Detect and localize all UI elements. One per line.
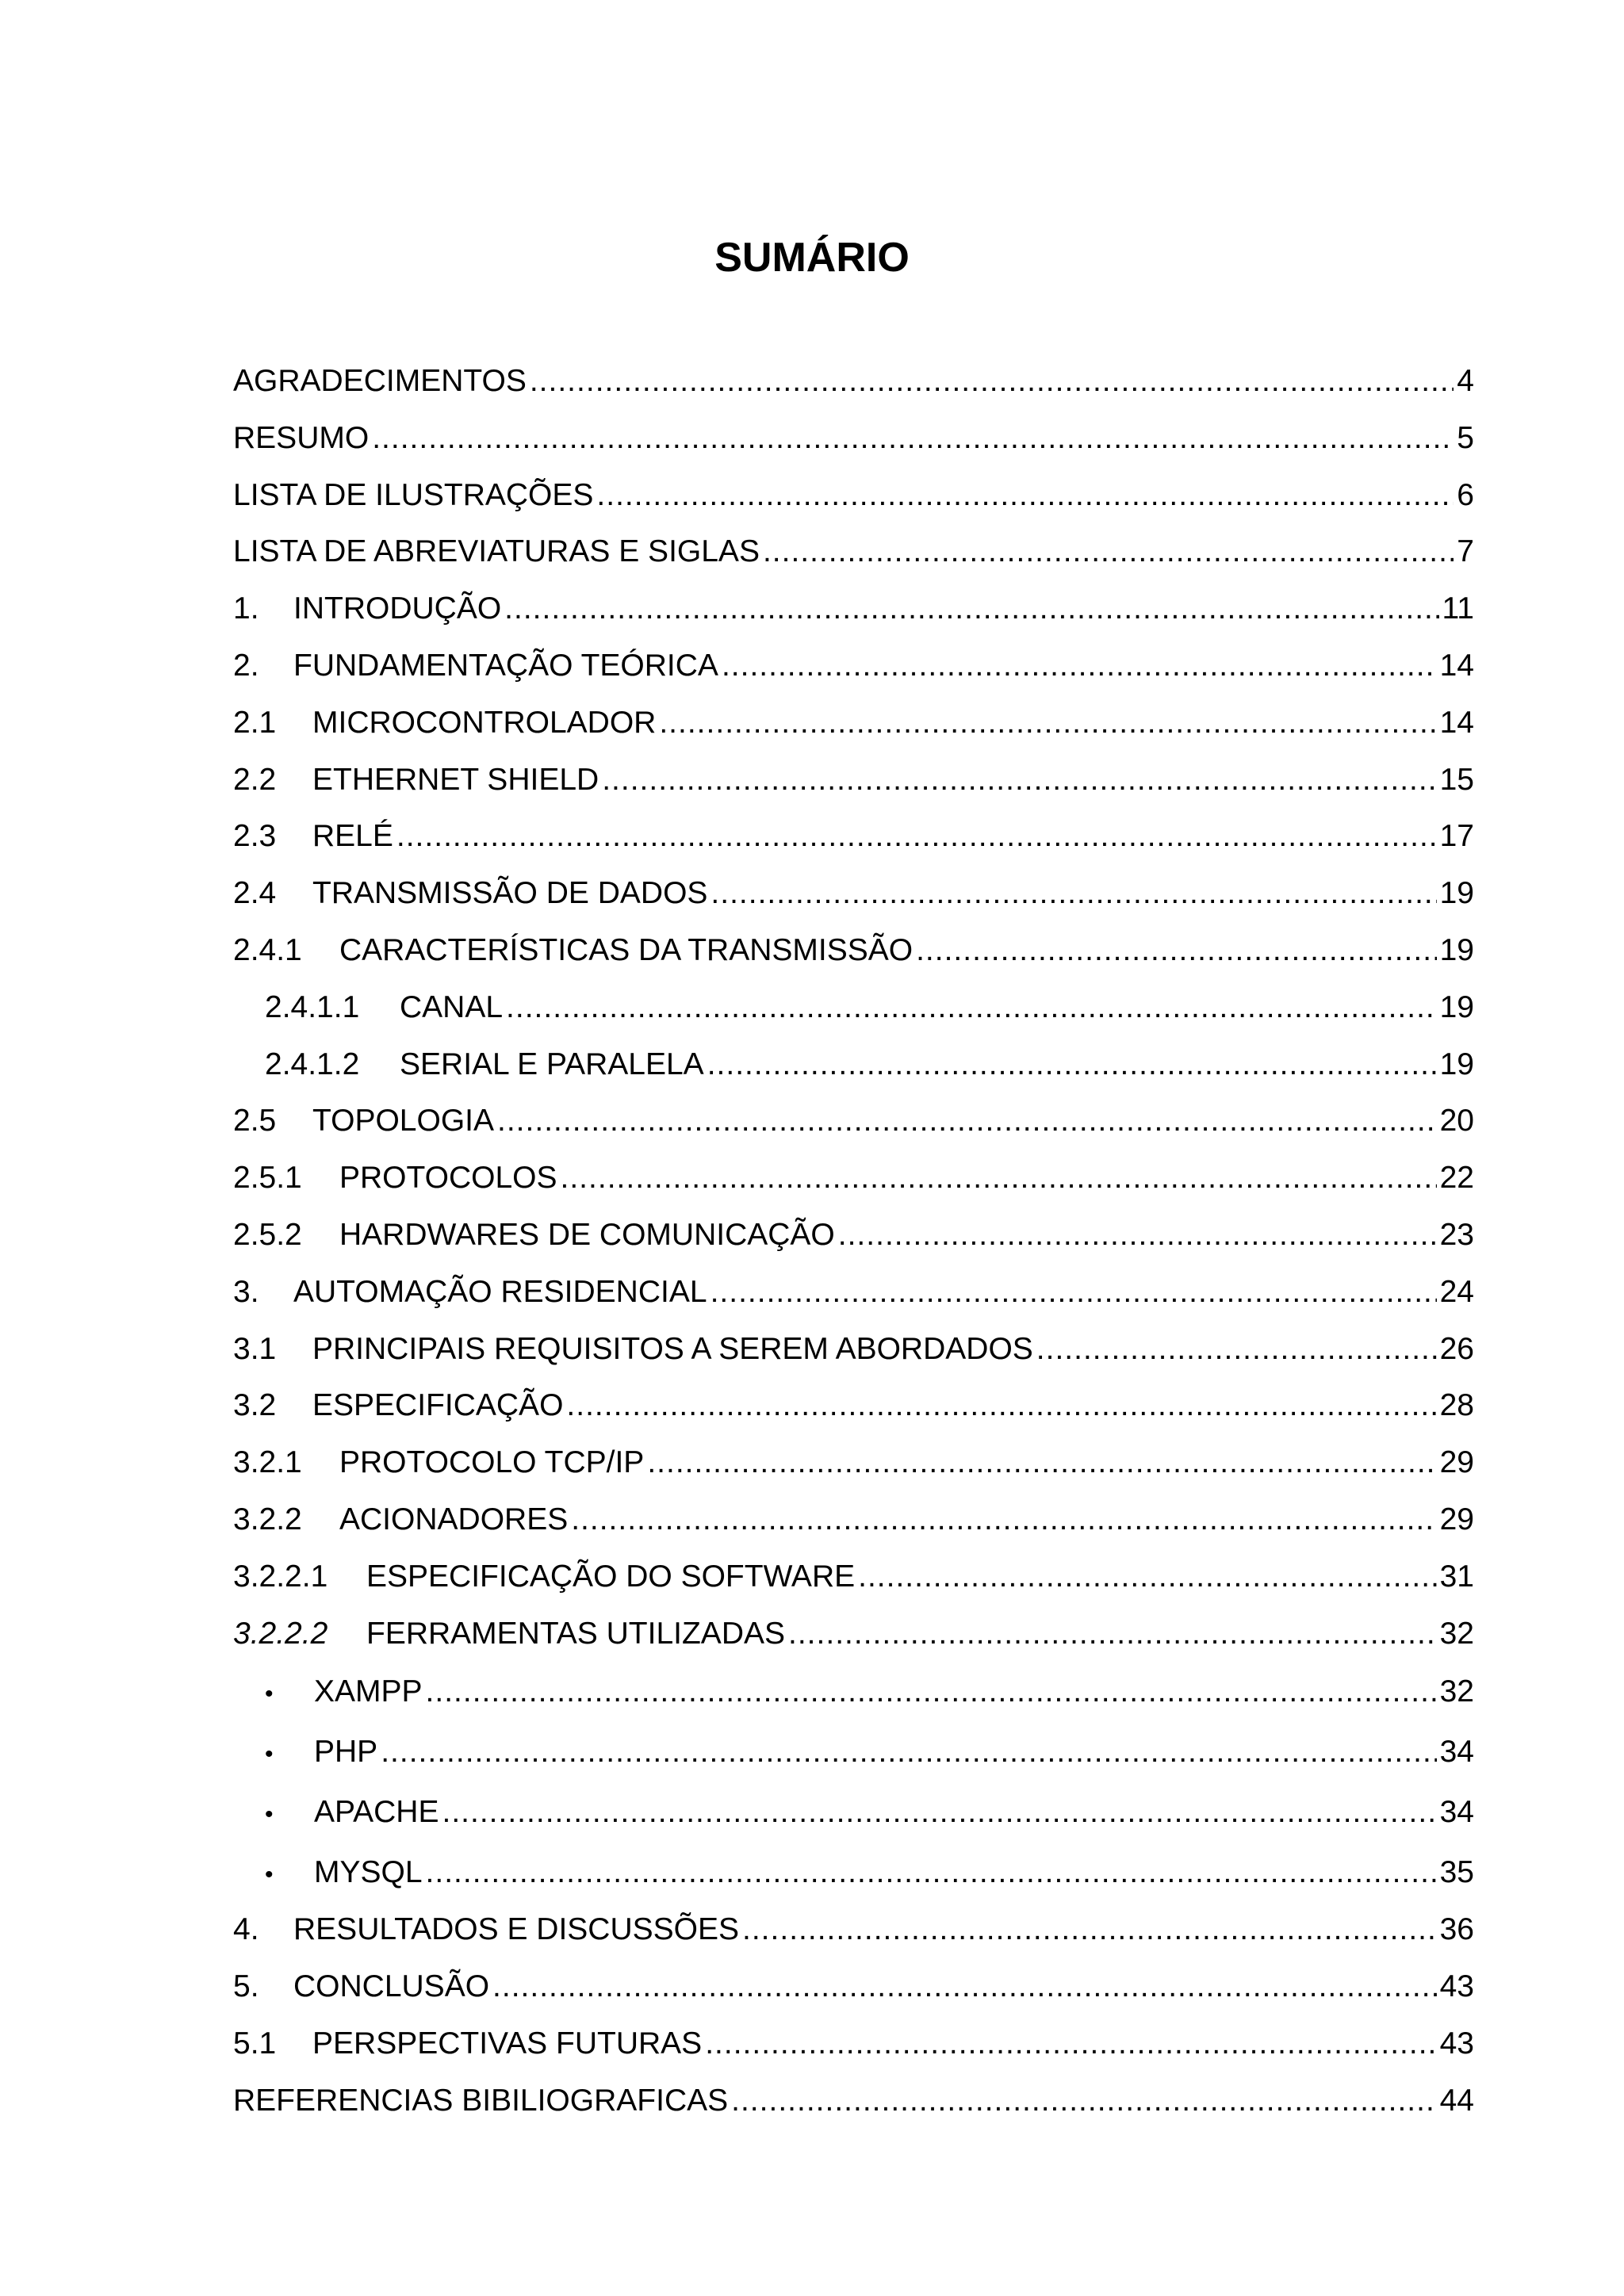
toc-entry-page: 22	[1439, 1161, 1474, 1196]
toc-entry-label: AUTOMAÇÃO RESIDENCIAL	[293, 1274, 707, 1309]
toc-leader-dots	[602, 752, 1436, 809]
toc-entry-label: INTRODUÇÃO	[293, 591, 502, 626]
toc-entry-2-1[interactable]	[233, 695, 1474, 752]
toc-entry-3-2-2[interactable]	[233, 1491, 1474, 1548]
toc-leader-dots	[492, 1958, 1437, 2015]
toc-entry-label: ACIONADORES	[339, 1502, 569, 1536]
toc-entry-page: 5	[1457, 420, 1474, 455]
toc-leader-dots	[659, 695, 1436, 752]
toc-leader-dots	[426, 1843, 1437, 1903]
toc-entry-lista-de-ilustracoes[interactable]	[233, 467, 1474, 524]
toc-entry-number: 2.5.2	[233, 1217, 302, 1252]
toc-entry-page: 26	[1439, 1331, 1474, 1366]
toc-entry-5-1[interactable]	[233, 2015, 1474, 2072]
toc-entry-apache[interactable]	[233, 1782, 1474, 1843]
toc-leader-dots	[742, 1901, 1437, 1958]
toc-entry-2-4[interactable]	[233, 865, 1474, 922]
toc-leader-dots	[763, 523, 1454, 580]
toc-entry-label: MICROCONTROLADOR	[312, 705, 657, 740]
toc-entry-label: APACHE	[314, 1795, 439, 1830]
toc-entry-2-5-2[interactable]	[233, 1207, 1474, 1264]
toc-entry-referencias[interactable]	[233, 2072, 1474, 2130]
toc-entry-page: 7	[1457, 534, 1474, 569]
toc-entry-3-2-1[interactable]	[233, 1434, 1474, 1491]
toc-entry-page: 36	[1439, 1912, 1474, 1947]
toc-entry-number: 2.5.1	[233, 1161, 302, 1196]
toc-entry-number: 4.	[233, 1912, 259, 1947]
toc-entry-label: REFERENCIAS BIBILIOGRAFICAS	[233, 2083, 729, 2118]
toc-entry-3-2[interactable]	[233, 1377, 1474, 1434]
toc-entry-page: 19	[1439, 989, 1474, 1024]
toc-leader-dots	[647, 1434, 1436, 1491]
toc-entry-2-2[interactable]	[233, 752, 1474, 809]
toc-entry-number: 3.2.2.2	[233, 1616, 328, 1651]
toc-entry-page: 43	[1439, 1969, 1474, 2004]
toc-entry-number: 3.2	[233, 1388, 277, 1423]
toc-entry-page: 34	[1439, 1735, 1474, 1770]
toc-entry-label: TOPOLOGIA	[312, 1104, 495, 1138]
toc-entry-label: RELÉ	[312, 819, 393, 854]
toc-leader-dots	[561, 1150, 1437, 1207]
toc-entry-label: XAMPP	[314, 1674, 423, 1709]
toc-entry-number: 3.2.1	[233, 1445, 302, 1480]
toc-leader-dots	[788, 1605, 1437, 1663]
toc-entry-2-5-1[interactable]	[233, 1150, 1474, 1207]
toc-entry-label: PROTOCOLOS	[339, 1161, 557, 1196]
toc-entry-number: 2.4.1.1	[265, 989, 360, 1024]
toc-leader-dots	[571, 1491, 1436, 1548]
toc-leader-dots	[838, 1207, 1437, 1264]
toc-leader-dots	[566, 1377, 1436, 1434]
toc-entry-number: 2.4	[233, 876, 277, 911]
toc-entry-page: 32	[1439, 1674, 1474, 1709]
toc-entry-number: 3.2.2	[233, 1502, 302, 1536]
toc-entry-2-4-1-2[interactable]	[233, 1036, 1474, 1093]
toc-entry-page: 14	[1439, 705, 1474, 740]
toc-entry-label: TRANSMISSÃO DE DADOS	[312, 876, 708, 911]
toc-entry-number: 2.4.1.2	[265, 1047, 360, 1081]
toc-entry-page: 32	[1439, 1616, 1474, 1651]
toc-entry-label: ESPECIFICAÇÃO	[312, 1388, 564, 1423]
toc-entry-3-1[interactable]	[233, 1321, 1474, 1378]
toc-entry-page: 28	[1439, 1388, 1474, 1423]
toc-entry-page: 19	[1439, 1047, 1474, 1081]
bullet-icon: •	[265, 1681, 274, 1708]
toc-entry-page: 4	[1457, 364, 1474, 398]
toc-leader-dots	[504, 580, 1438, 637]
toc-entry-lista-de-abreviaturas[interactable]	[233, 523, 1474, 580]
toc-entry-page: 19	[1439, 932, 1474, 967]
bullet-icon: •	[265, 1741, 274, 1768]
toc-entry-label: LISTA DE ABREVIATURAS E SIGLAS	[233, 534, 760, 569]
toc-entry-php[interactable]	[233, 1722, 1474, 1782]
toc-entry-number: 2.5	[233, 1104, 277, 1138]
toc-entry-label: FUNDAMENTAÇÃO TEÓRICA	[293, 648, 718, 683]
toc-entry-3-2-2-1[interactable]	[233, 1548, 1474, 1605]
bullet-icon: •	[265, 1862, 274, 1888]
toc-entry-number: 2.	[233, 648, 259, 683]
toc-entry-label: PHP	[314, 1735, 378, 1770]
toc-entry-label: PROTOCOLO TCP/IP	[339, 1445, 645, 1480]
toc-entry-xampp[interactable]	[233, 1662, 1474, 1722]
toc-entry-number: 2.4.1	[233, 932, 302, 967]
toc-entry-label: PERSPECTIVAS FUTURAS	[312, 2026, 703, 2061]
toc-entry-page: 43	[1439, 2026, 1474, 2061]
toc-entry-number: 5.1	[233, 2026, 277, 2061]
toc-entry-label: LISTA DE ILUSTRAÇÕES	[233, 477, 594, 512]
bullet-icon: •	[265, 1801, 274, 1828]
toc-entry-number: 5.	[233, 1969, 259, 2004]
toc-entry-label: CONCLUSÃO	[293, 1969, 490, 2004]
toc-entry-page: 29	[1439, 1445, 1474, 1480]
toc-entry-2-4-1[interactable]	[233, 922, 1474, 979]
toc-entry-resumo[interactable]	[233, 410, 1474, 467]
toc-leader-dots	[596, 467, 1454, 524]
toc-entry-4[interactable]	[233, 1901, 1474, 1958]
toc-leader-dots	[705, 2015, 1436, 2072]
toc-leader-dots	[1036, 1321, 1437, 1378]
toc-leader-dots	[710, 865, 1436, 922]
toc-entry-page: 23	[1439, 1217, 1474, 1252]
toc-entry-number: 2.1	[233, 705, 277, 740]
toc-leader-dots	[916, 922, 1437, 979]
toc-leader-dots	[372, 410, 1454, 467]
toc-entry-page: 35	[1439, 1855, 1474, 1890]
toc-entry-number: 3.	[233, 1274, 259, 1309]
toc-leader-dots	[426, 1662, 1437, 1722]
toc-entry-label: PRINCIPAIS REQUISITOS A SEREM ABORDADOS	[312, 1331, 1033, 1366]
toc-leader-dots	[497, 1093, 1437, 1150]
toc-entry-5[interactable]	[233, 1958, 1474, 2015]
toc-leader-dots	[710, 1264, 1437, 1321]
toc-entry-number: 2.3	[233, 819, 277, 854]
toc-entry-number: 3.1	[233, 1331, 277, 1366]
toc-entry-label: RESUMO	[233, 420, 370, 455]
toc-entry-page: 6	[1457, 477, 1474, 512]
toc-leader-dots	[396, 808, 1437, 865]
toc-entry-1[interactable]	[233, 580, 1474, 637]
toc-entry-page: 11	[1442, 591, 1474, 626]
toc-entry-2[interactable]	[233, 637, 1474, 695]
toc-entry-label: CANAL	[400, 989, 504, 1024]
toc-entry-label: SERIAL E PARALELA	[400, 1047, 704, 1081]
toc-leader-dots	[381, 1722, 1436, 1782]
toc-entry-number: 2.2	[233, 762, 277, 797]
toc-leader-dots	[731, 2072, 1436, 2130]
table-of-contents	[233, 353, 1474, 2130]
toc-entry-label: FERRAMENTAS UTILIZADAS	[366, 1616, 786, 1651]
toc-entry-label: AGRADECIMENTOS	[233, 364, 527, 398]
toc-leader-dots	[442, 1782, 1437, 1843]
toc-entry-page: 19	[1439, 876, 1474, 911]
toc-leader-dots	[506, 979, 1437, 1036]
toc-entry-page: 17	[1439, 819, 1474, 854]
toc-entry-page: 29	[1439, 1502, 1474, 1536]
toc-leader-dots	[722, 637, 1437, 695]
toc-entry-2-3[interactable]	[233, 808, 1474, 865]
toc-entry-page: 14	[1439, 648, 1474, 683]
toc-entry-label: HARDWARES DE COMUNICAÇÃO	[339, 1217, 835, 1252]
toc-entry-page: 44	[1439, 2083, 1474, 2118]
toc-leader-dots	[707, 1036, 1437, 1093]
toc-entry-label: CARACTERÍSTICAS DA TRANSMISSÃO	[339, 932, 914, 967]
toc-entry-page: 15	[1439, 762, 1474, 797]
toc-entry-page: 24	[1439, 1274, 1474, 1309]
toc-entry-page: 20	[1439, 1104, 1474, 1138]
toc-entry-2-4-1-1[interactable]	[233, 979, 1474, 1036]
toc-entry-3-2-2-2[interactable]	[233, 1605, 1474, 1663]
page-title: SUMÁRIO	[714, 235, 910, 281]
toc-entry-label: MYSQL	[314, 1855, 423, 1890]
toc-entry-mysql[interactable]	[233, 1843, 1474, 1901]
toc-entry-3[interactable]	[233, 1264, 1474, 1321]
toc-entry-number: 1.	[233, 591, 259, 626]
toc-entry-agradecimentos[interactable]	[233, 353, 1474, 410]
toc-entry-label: ETHERNET SHIELD	[312, 762, 599, 797]
toc-entry-page: 31	[1439, 1559, 1474, 1594]
toc-entry-page: 34	[1439, 1795, 1474, 1830]
toc-leader-dots	[858, 1548, 1436, 1605]
toc-entry-label: ESPECIFICAÇÃO DO SOFTWARE	[366, 1559, 856, 1594]
toc-entry-number: 3.2.2.1	[233, 1559, 328, 1594]
toc-leader-dots	[530, 353, 1454, 410]
toc-entry-2-5[interactable]	[233, 1093, 1474, 1150]
toc-entry-label: RESULTADOS E DISCUSSÕES	[293, 1912, 740, 1947]
